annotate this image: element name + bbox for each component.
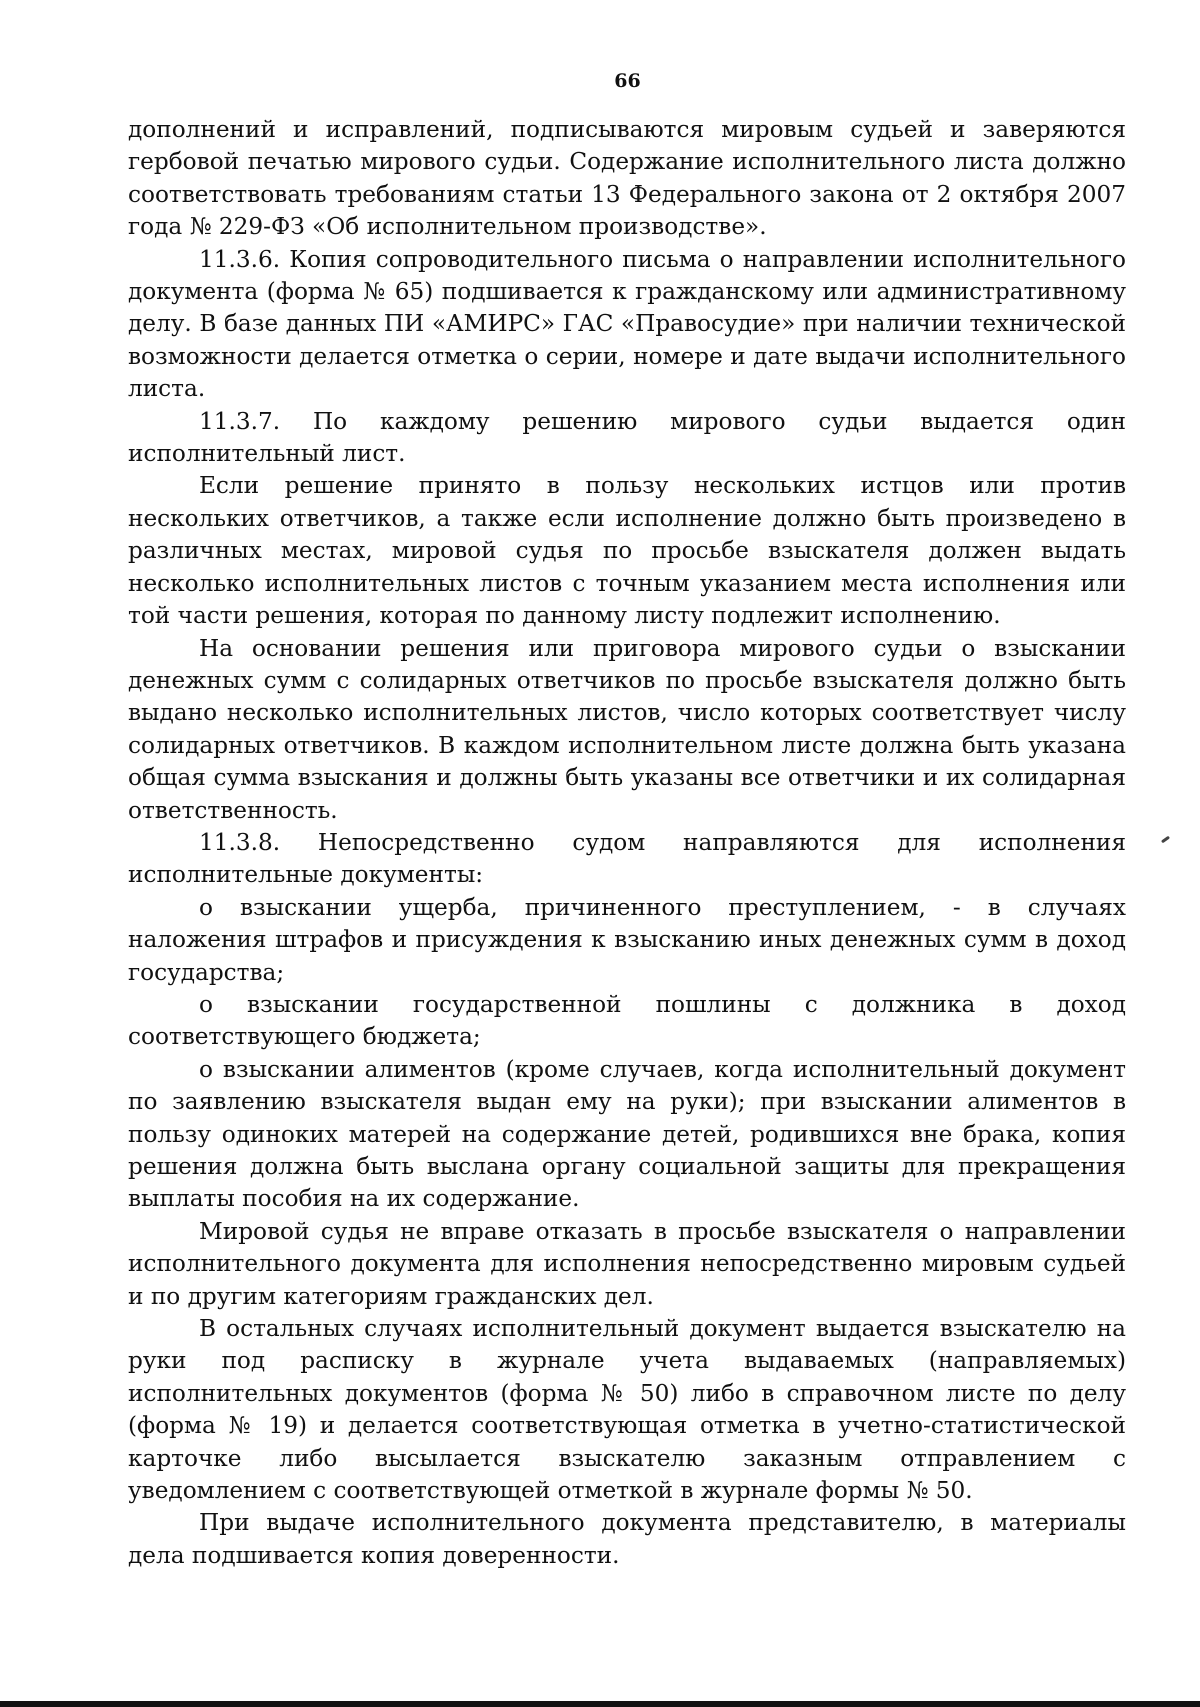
paragraph-representative: При выдаче исполнительного документа представителю, в материалы дела подшивается копия доверенности. — [128, 1509, 1126, 1569]
paragraph-other-cases: В остальных случаях исполнительный документ выдается взыскателю на руки под расписку в журнале учета выдаваемых (направляемых) исполнительных документов (форма № 50) либо в справочном листе по делу (форма № 19) и делается соответствующая отметка в учетно-статистической карточке либо высылается взыскателю заказным отправлением с уведомлением с соответствующей отметкой в журнале формы № 50. — [128, 1315, 1126, 1505]
paragraph-continuation: дополнений и исправлений, подписываются мировым судьей и заверяются гербовой печатью мирового судьи. Содержание исполнительного листа должно соответствовать требованиям статьи 13 Федерального закона от 2 октября 2007 года № 229-ФЗ «Об исполнительном производстве». — [128, 116, 1126, 241]
scan-artifact — [1161, 836, 1170, 844]
paragraph-11-3-8: 11.3.8. Непосредственно судом направляются для исполнения исполнительные документы: — [128, 828, 1126, 889]
page-number: 66 — [614, 70, 641, 92]
list-item-alimony: о взыскании алиментов (кроме случаев, когда исполнительный документ по заявлению взыскателя выдан ему на руки); при взыскании алиментов в пользу одиноких матерей на содержание детей, родившихся вне брака, копия решения должна быть выслана органу социальной защиты для прекращения выплаты пособия на их содержание. — [128, 1055, 1126, 1213]
paragraph-multiple-plaintiffs: Если решение принято в пользу нескольких истцов или против нескольких ответчиков, а также если исполнение должно быть произведено в различных местах, мировой судья по просьбе взыскателя должен выдать несколько исполнительных листов с точным указанием места исполнения или той части решения, которая по данному листу подлежит исполнению. — [128, 472, 1126, 630]
paragraph-11-3-6: 11.3.6. Копия сопроводительного письма о направлении исполнительного документа (форма № 65) подшивается к гражданскому или административному делу. В базе данных ПИ «АМИРС» ГАС «Правосудие» при наличии технической возможности делается отметка о серии, номере и дате выдачи исполнительного листа. — [128, 245, 1126, 403]
scan-bottom-edge — [0, 1701, 1200, 1707]
list-item-state-duty: о взыскании государственной пошлины с должника в доход соответствующего бюджета; — [128, 990, 1126, 1051]
paragraph-judge-may-not-refuse: Мировой судья не вправе отказать в просьбе взыскателя о направлении исполнительного документа для исполнения непосредственно мировым судьей и по другим категориям гражданских дел. — [128, 1217, 1126, 1310]
paragraph-joint-defendants: На основании решения или приговора мирового судьи о взыскании денежных сумм с солидарных ответчиков по просьбе взыскателя должно быть выдано несколько исполнительных листов, число которых соответствует числу солидарных ответчиков. В каждом исполнительном листе должна быть указана общая сумма взыскания и должны быть указаны все ответчики и их солидарная ответственность. — [128, 634, 1126, 824]
document-body — [128, 114, 1126, 1572]
list-item-damage-recovery: о взыскании ущерба, причиненного преступлением, - в случаях наложения штрафов и присуждения к взысканию иных денежных сумм в доход государства; — [128, 893, 1126, 986]
paragraph-11-3-7: 11.3.7. По каждому решению мирового судьи выдается один исполнительный лист. — [128, 407, 1126, 468]
